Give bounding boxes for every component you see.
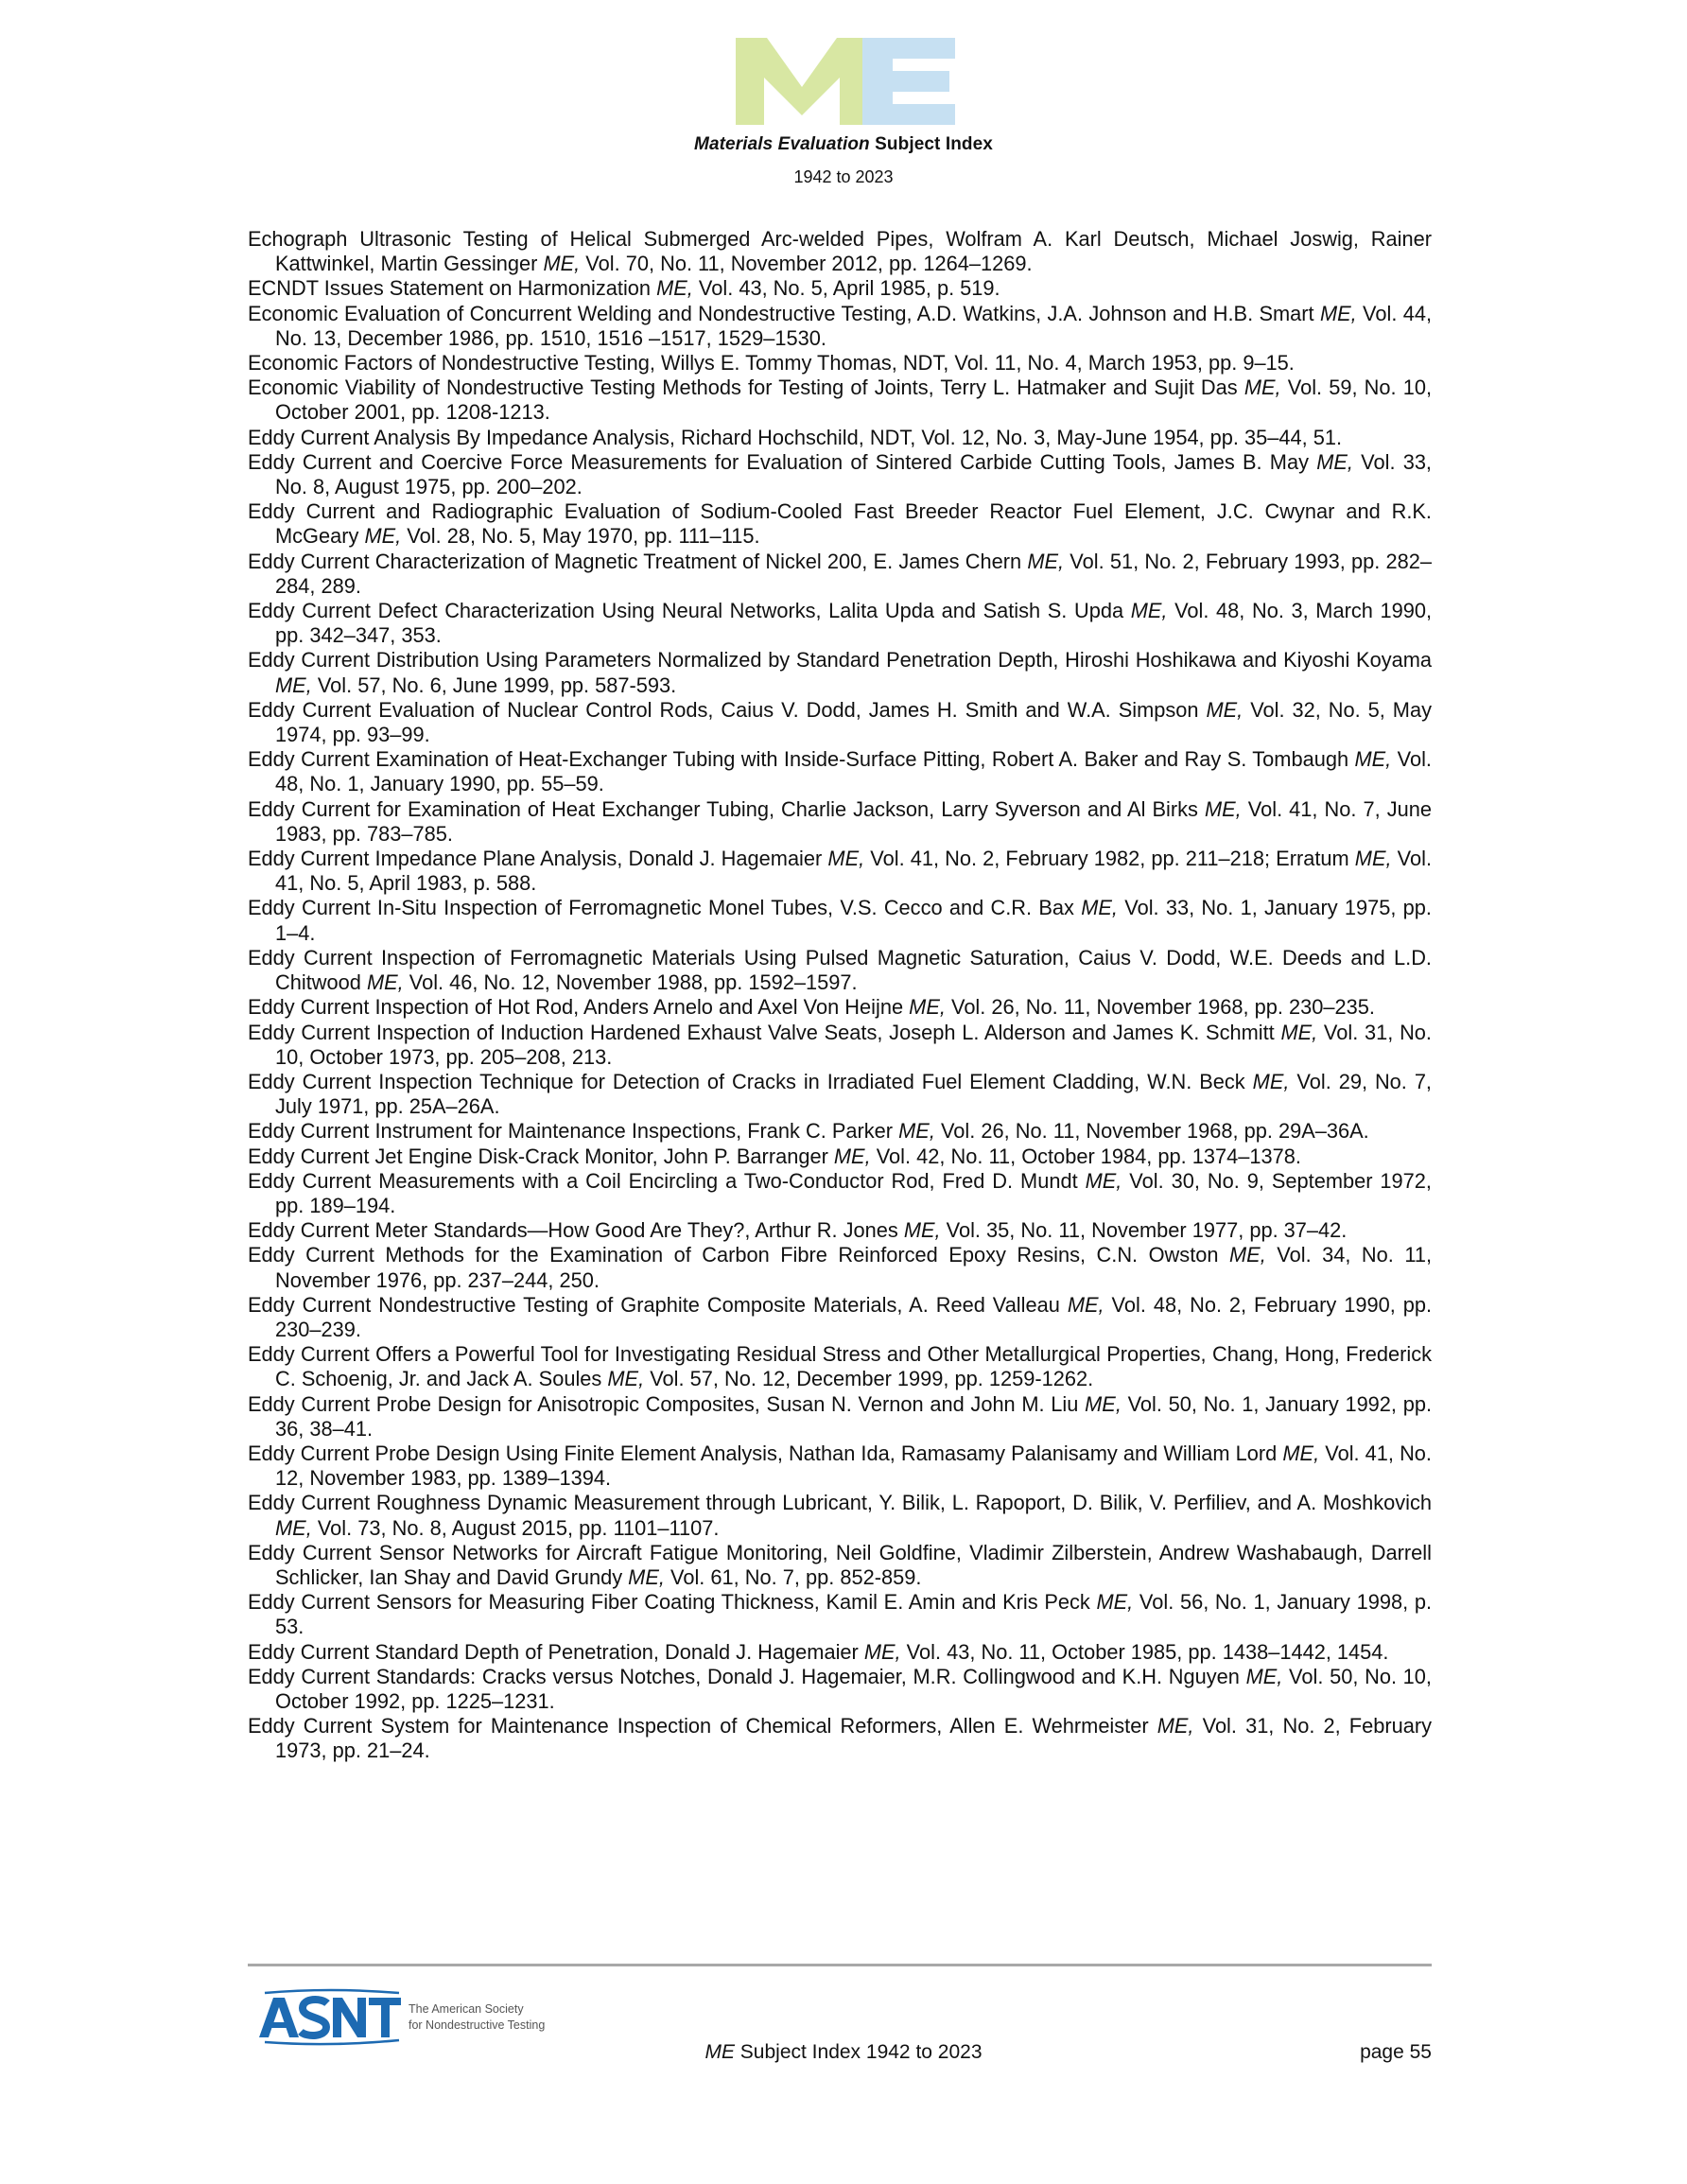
asnt-tagline-line1: The American Society [409, 2002, 524, 2016]
entry-details: Vol. 41, No. 7, June 1983, pp. 783–785. [275, 796, 1432, 846]
entry-title: Eddy Current Defect Characterization Using Neural Networks, Lalita Upda and Satish S. Upda [248, 599, 1124, 623]
entry-journal: ME, [543, 252, 581, 276]
entry-journal: ME, [1319, 301, 1357, 325]
index-entry [248, 1070, 1432, 1119]
index-entry [248, 1169, 1432, 1218]
entry-journal: ME, [1206, 697, 1244, 722]
entry-title: Eddy Current and Coercive Force Measurements for Evaluation of Sintered Carbide Cutting Tools, James B. May [248, 449, 1309, 474]
entry-journal: ME, [275, 673, 312, 697]
entry-title: Eddy Current Methods for the Examination of Carbon Fibre Reinforced Epoxy Resins, C.N. Owston [248, 1243, 1219, 1267]
entry-details: Vol. 48, No. 2, February 1990, pp. 230–239. [275, 1292, 1433, 1341]
entry-journal: ME, [898, 1119, 935, 1144]
entry-details: Vol. 56, No. 1, January 1998, p. 53. [275, 1590, 1432, 1639]
entry-title: Eddy Current Evaluation of Nuclear Control Rods, Caius V. Dodd, James H. Smith and W.A. Simpson [248, 697, 1199, 722]
entry-details: Vol. 33, No. 1, January 1975, pp. 1–4. [275, 896, 1432, 945]
index-entry [248, 1665, 1432, 1714]
entry-journal: ME, [1282, 1441, 1320, 1465]
entry-journal: ME, [1229, 1243, 1266, 1267]
entry-details: Vol. 28, No. 5, May 1970, pp. 111–115. [401, 524, 760, 549]
index-entry [248, 698, 1432, 747]
entry-details: Vol. 59, No. 10, October 2001, pp. 1208-1213. [275, 376, 1433, 425]
entry-title: Eddy Current Measurements with a Coil Encircling a Two-Conductor Rod, Fred D. Mundt [248, 1168, 1078, 1193]
entry-details: Vol. 51, No. 2, February 1993, pp. 282–284, 289. [275, 549, 1432, 598]
entry-journal: ME, [1027, 549, 1065, 573]
index-entry [248, 946, 1432, 995]
logo-letter-e [862, 38, 955, 125]
entry-journal: ME, [1252, 1069, 1290, 1093]
entry-title: Eddy Current Examination of Heat-Exchanger Tubing with Inside-Surface Pitting, Robert A. Baker and Ray S. Tombaugh [248, 747, 1349, 772]
me-logo [736, 38, 955, 125]
entry-details: Vol. 30, No. 9, September 1972, pp. 189–194. [275, 1168, 1432, 1217]
entry-journal: ME, [1316, 449, 1353, 474]
entry-title: Eddy Current Nondestructive Testing of Graphite Composite Materials, A. Reed Valleau [248, 1292, 1060, 1317]
index-entry [248, 1293, 1432, 1342]
entry-journal: ME, [1085, 1168, 1122, 1193]
entry-journal: ME, [863, 1639, 901, 1664]
entry-title: Eddy Current Analysis By Impedance Analysis, Richard Hochschild, NDT, Vol. 12, No. 3, May-June 1954, pp. 35–44, 51. [248, 425, 1343, 449]
entry-title: Eddy Current Jet Engine Disk-Crack Monitor, John P. Barranger [248, 1144, 828, 1168]
entry-details: Vol. 73, No. 8, August 2015, pp. 1101–1107. [311, 1515, 720, 1540]
entry-details: Vol. 31, No. 2, February 1973, pp. 21–24. [275, 1714, 1432, 1763]
index-entry [248, 1021, 1432, 1070]
index-entry-list [248, 227, 1432, 1764]
entry-title: Eddy Current Meter Standards—How Good Are They?, Arthur R. Jones [248, 1218, 898, 1243]
index-entry [248, 276, 1432, 301]
index-entry [248, 1243, 1432, 1292]
entry-details: Vol. 35, No. 11, November 1977, pp. 37–42. [940, 1218, 1348, 1243]
entry-details: Vol. 42, No. 11, October 1984, pp. 1374–1378. [870, 1144, 1301, 1168]
entry-journal: ME, [1245, 1664, 1283, 1688]
entry-details: Vol. 26, No. 11, November 1968, pp. 29A–36A. [934, 1119, 1369, 1144]
index-entry [248, 1590, 1432, 1639]
index-entry [248, 351, 1432, 376]
entry-details: Vol. 57, No. 12, December 1999, pp. 1259-1262. [644, 1367, 1094, 1391]
page-number: page 55 [1360, 2041, 1432, 2063]
entry-details: Vol. 29, No. 7, July 1971, pp. 25A–26A. [275, 1069, 1432, 1119]
journal-name: Materials Evaluation [694, 134, 870, 154]
entry-journal: ME, [1280, 1020, 1318, 1044]
index-entry [248, 1714, 1432, 1763]
asnt-logo [259, 1990, 546, 2043]
entry-journal: ME, [1085, 1391, 1122, 1416]
entry-journal: ME, [1204, 796, 1242, 821]
entry-title: Eddy Current Characterization of Magnetic Treatment of Nickel 200, E. James Chern [248, 549, 1022, 573]
entry-details: Vol. 61, No. 7, pp. 852-859. [664, 1564, 922, 1589]
entry-title: Eddy Current Standard Depth of Penetration, Donald J. Hagemaier [248, 1639, 859, 1664]
entry-title: Eddy Current Instrument for Maintenance Inspections, Frank C. Parker [248, 1119, 894, 1144]
index-entry [248, 896, 1432, 945]
entry-journal: ME, [275, 1515, 312, 1540]
asnt-tagline-line2: for Nondestructive Testing [409, 2018, 546, 2032]
entry-title: Eddy Current Standards: Cracks versus Notches, Donald J. Hagemaier, M.R. Collingwood and K.H. Nguyen [248, 1664, 1240, 1688]
entry-details: Vol. 32, No. 5, May 1974, pp. 93–99. [275, 697, 1432, 747]
entry-title: Eddy Current Sensor Networks for Aircraft Fatigue Monitoring, Neil Goldfine, Vladimir Zilberstein, Andrew Washabaugh, Darrell Schlicker, Ian Shay and David Grundy [248, 1540, 1432, 1589]
entry-title: Eddy Current Inspection of Ferromagnetic Materials Using Pulsed Magnetic Saturation, Caius V. Dodd, W.E. Deeds and L.D. Chitwood [248, 945, 1432, 995]
entry-title: Economic Evaluation of Concurrent Welding and Nondestructive Testing, A.D. Watkins, J.A. Johnson and H.B. Smart [248, 301, 1314, 325]
entry-details: Vol. 50, No. 1, January 1992, pp. 36, 38–41. [275, 1391, 1432, 1441]
entry-journal: ME, [1067, 1292, 1104, 1317]
entry-details: Vol. 70, No. 11, November 2012, pp. 1264–1269. [580, 252, 1033, 276]
index-entry [248, 648, 1432, 697]
index-years: 1942 to 2023 [793, 167, 894, 186]
entry-title: ECNDT Issues Statement on Harmonization [248, 276, 652, 301]
entry-journal: ME, [1354, 847, 1392, 871]
entry-details: Vol. 46, No. 12, November 1988, pp. 1592–1597. [403, 970, 858, 995]
index-title [0, 134, 1687, 155]
footer-divider [248, 1964, 1432, 1966]
index-entry [248, 847, 1432, 896]
index-entry [248, 376, 1432, 425]
index-entry [248, 227, 1432, 276]
footer-title-text: Subject Index 1942 to 2023 [734, 2041, 983, 2063]
index-entry [248, 1392, 1432, 1441]
index-entry [248, 450, 1432, 499]
index-entry [248, 995, 1432, 1020]
index-entry [248, 499, 1432, 549]
logo-letter-m [736, 38, 868, 125]
index-entry [248, 1541, 1432, 1590]
footer-index-title [0, 2041, 1687, 2064]
entry-title: Eddy Current Roughness Dynamic Measurement through Lubricant, Y. Bilik, L. Rapoport, D. Bilik, V. Perfiliev, and A. Moshkovich [248, 1491, 1432, 1515]
index-entry [248, 426, 1432, 450]
entry-title: Eddy Current In-Situ Inspection of Ferromagnetic Monel Tubes, V.S. Cecco and C.R. Bax [248, 896, 1074, 920]
entry-title: Eddy Current Inspection of Hot Rod, Anders Arnelo and Axel Von Heijne [248, 995, 904, 1020]
entry-journal: ME, [607, 1367, 645, 1391]
entry-journal: ME, [1244, 376, 1281, 400]
entry-journal: ME, [1354, 747, 1392, 772]
entry-journal: ME, [1130, 599, 1168, 623]
index-entry [248, 1640, 1432, 1665]
index-entry [248, 797, 1432, 847]
entry-journal: ME, [628, 1564, 665, 1589]
entry-journal: ME, [366, 970, 404, 995]
entry-details: Vol. 41, No. 5, April 1983, p. 588. [275, 847, 1432, 896]
entry-details: Vol. 26, No. 11, November 1968, pp. 230–235. [945, 995, 1375, 1020]
entry-title: Eddy Current Offers a Powerful Tool for Investigating Residual Stress and Other Metallurgical Properties, Chang, Hong, Frederick C. Schoenig, Jr. and Jack A. Soules [248, 1342, 1432, 1391]
entry-details: Vol. 44, No. 13, December 1986, pp. 1510, 1516 –1517, 1529–1530. [275, 301, 1432, 350]
entry-journal: ME, [1081, 896, 1118, 920]
entry-journal: ME, [827, 847, 865, 871]
entry-title: Eddy Current System for Maintenance Inspection of Chemical Reformers, Allen E. Wehrmeister [248, 1714, 1149, 1738]
entry-details: Vol. 31, No. 10, October 1973, pp. 205–208, 213. [275, 1020, 1432, 1069]
index-entry [248, 1119, 1432, 1144]
entry-journal: ME, [364, 524, 402, 549]
entry-journal: ME, [656, 276, 693, 301]
index-entry [248, 599, 1432, 648]
entry-title: Eddy Current Inspection of Induction Hardened Exhaust Valve Seats, Joseph L. Alderson and James K. Schmitt [248, 1020, 1275, 1044]
index-entry [248, 747, 1432, 796]
entry-title: Economic Factors of Nondestructive Testing, Willys E. Tommy Thomas, NDT, Vol. 11, No. 4, March 1953, pp. 9–15. [248, 351, 1295, 376]
entry-title: Echograph Ultrasonic Testing of Helical Submerged Arc-welded Pipes, Wolfram A. Karl Deutsch, Michael Joswig, Rainer Kattwinkel, Martin Gessinger [248, 227, 1432, 276]
entry-title: Eddy Current Sensors for Measuring Fiber Coating Thickness, Kamil E. Amin and Kris Peck [248, 1590, 1090, 1615]
entry-journal: ME, [903, 1218, 941, 1243]
entry-title: Eddy Current Probe Design for Anisotropic Composites, Susan N. Vernon and John M. Liu [248, 1391, 1079, 1416]
index-entry [248, 550, 1432, 599]
entry-details: Vol. 34, No. 11, November 1976, pp. 237–244, 250. [275, 1243, 1432, 1292]
entry-details: Vol. 43, No. 5, April 1985, p. 519. [692, 276, 1000, 301]
entry-details: Vol. 33, No. 8, August 1975, pp. 200–202. [275, 449, 1432, 499]
index-entry [248, 1441, 1432, 1491]
entry-title: Eddy Current Distribution Using Parameters Normalized by Standard Penetration Depth, Hiroshi Hoshikawa and Kiyoshi Koyama [248, 648, 1432, 673]
index-entry [248, 302, 1432, 351]
entry-journal: ME, [909, 995, 946, 1020]
entry-details: Vol. 41, No. 12, November 1983, pp. 1389–1394. [275, 1441, 1432, 1491]
entry-details: Vol. 48, No. 1, January 1990, pp. 55–59. [275, 747, 1432, 796]
index-entry [248, 1218, 1432, 1243]
index-entry [248, 1491, 1432, 1540]
entry-details: Vol. 43, No. 11, October 1985, pp. 1438–1442, 1454. [900, 1639, 1389, 1664]
entry-journal: ME, [1157, 1714, 1194, 1738]
entry-title: Eddy Current Impedance Plane Analysis, Donald J. Hagemaier [248, 847, 823, 871]
index-entry [248, 1144, 1432, 1169]
entry-title: Eddy Current and Radiographic Evaluation of Sodium-Cooled Fast Breeder Reactor Fuel Element, J.C. Cwynar and R.K. McGeary [248, 499, 1432, 549]
entry-title: Eddy Current Probe Design Using Finite Element Analysis, Nathan Ida, Ramasamy Palanisamy and William Lord [248, 1441, 1278, 1465]
entry-title: Economic Viability of Nondestructive Testing Methods for Testing of Joints, Terry L. Hatmaker and Sujit Das [248, 376, 1238, 400]
entry-title: Eddy Current for Examination of Heat Exchanger Tubing, Charlie Jackson, Larry Syverson and Al Birks [248, 796, 1198, 821]
entry-journal: ME, [1096, 1590, 1134, 1615]
entry-journal: ME, [833, 1144, 871, 1168]
entry-details: Vol. 50, No. 10, October 1992, pp. 1225–1231. [275, 1664, 1432, 1713]
entry-title: Eddy Current Inspection Technique for Detection of Cracks in Irradiated Fuel Element Cladding, W.N. Beck [248, 1069, 1245, 1093]
index-entry [248, 1342, 1432, 1391]
asnt-logo-mark [259, 1990, 401, 2044]
footer-journal-abbrev: ME [704, 2041, 735, 2063]
title-suffix: Subject Index [869, 134, 993, 154]
entry-details: Vol. 41, No. 2, February 1982, pp. 211–218; Erratum [864, 847, 1349, 871]
entry-details: Vol. 57, No. 6, June 1999, pp. 587-593. [311, 673, 677, 697]
entry-details: Vol. 48, No. 3, March 1990, pp. 342–347, 353. [275, 599, 1433, 648]
